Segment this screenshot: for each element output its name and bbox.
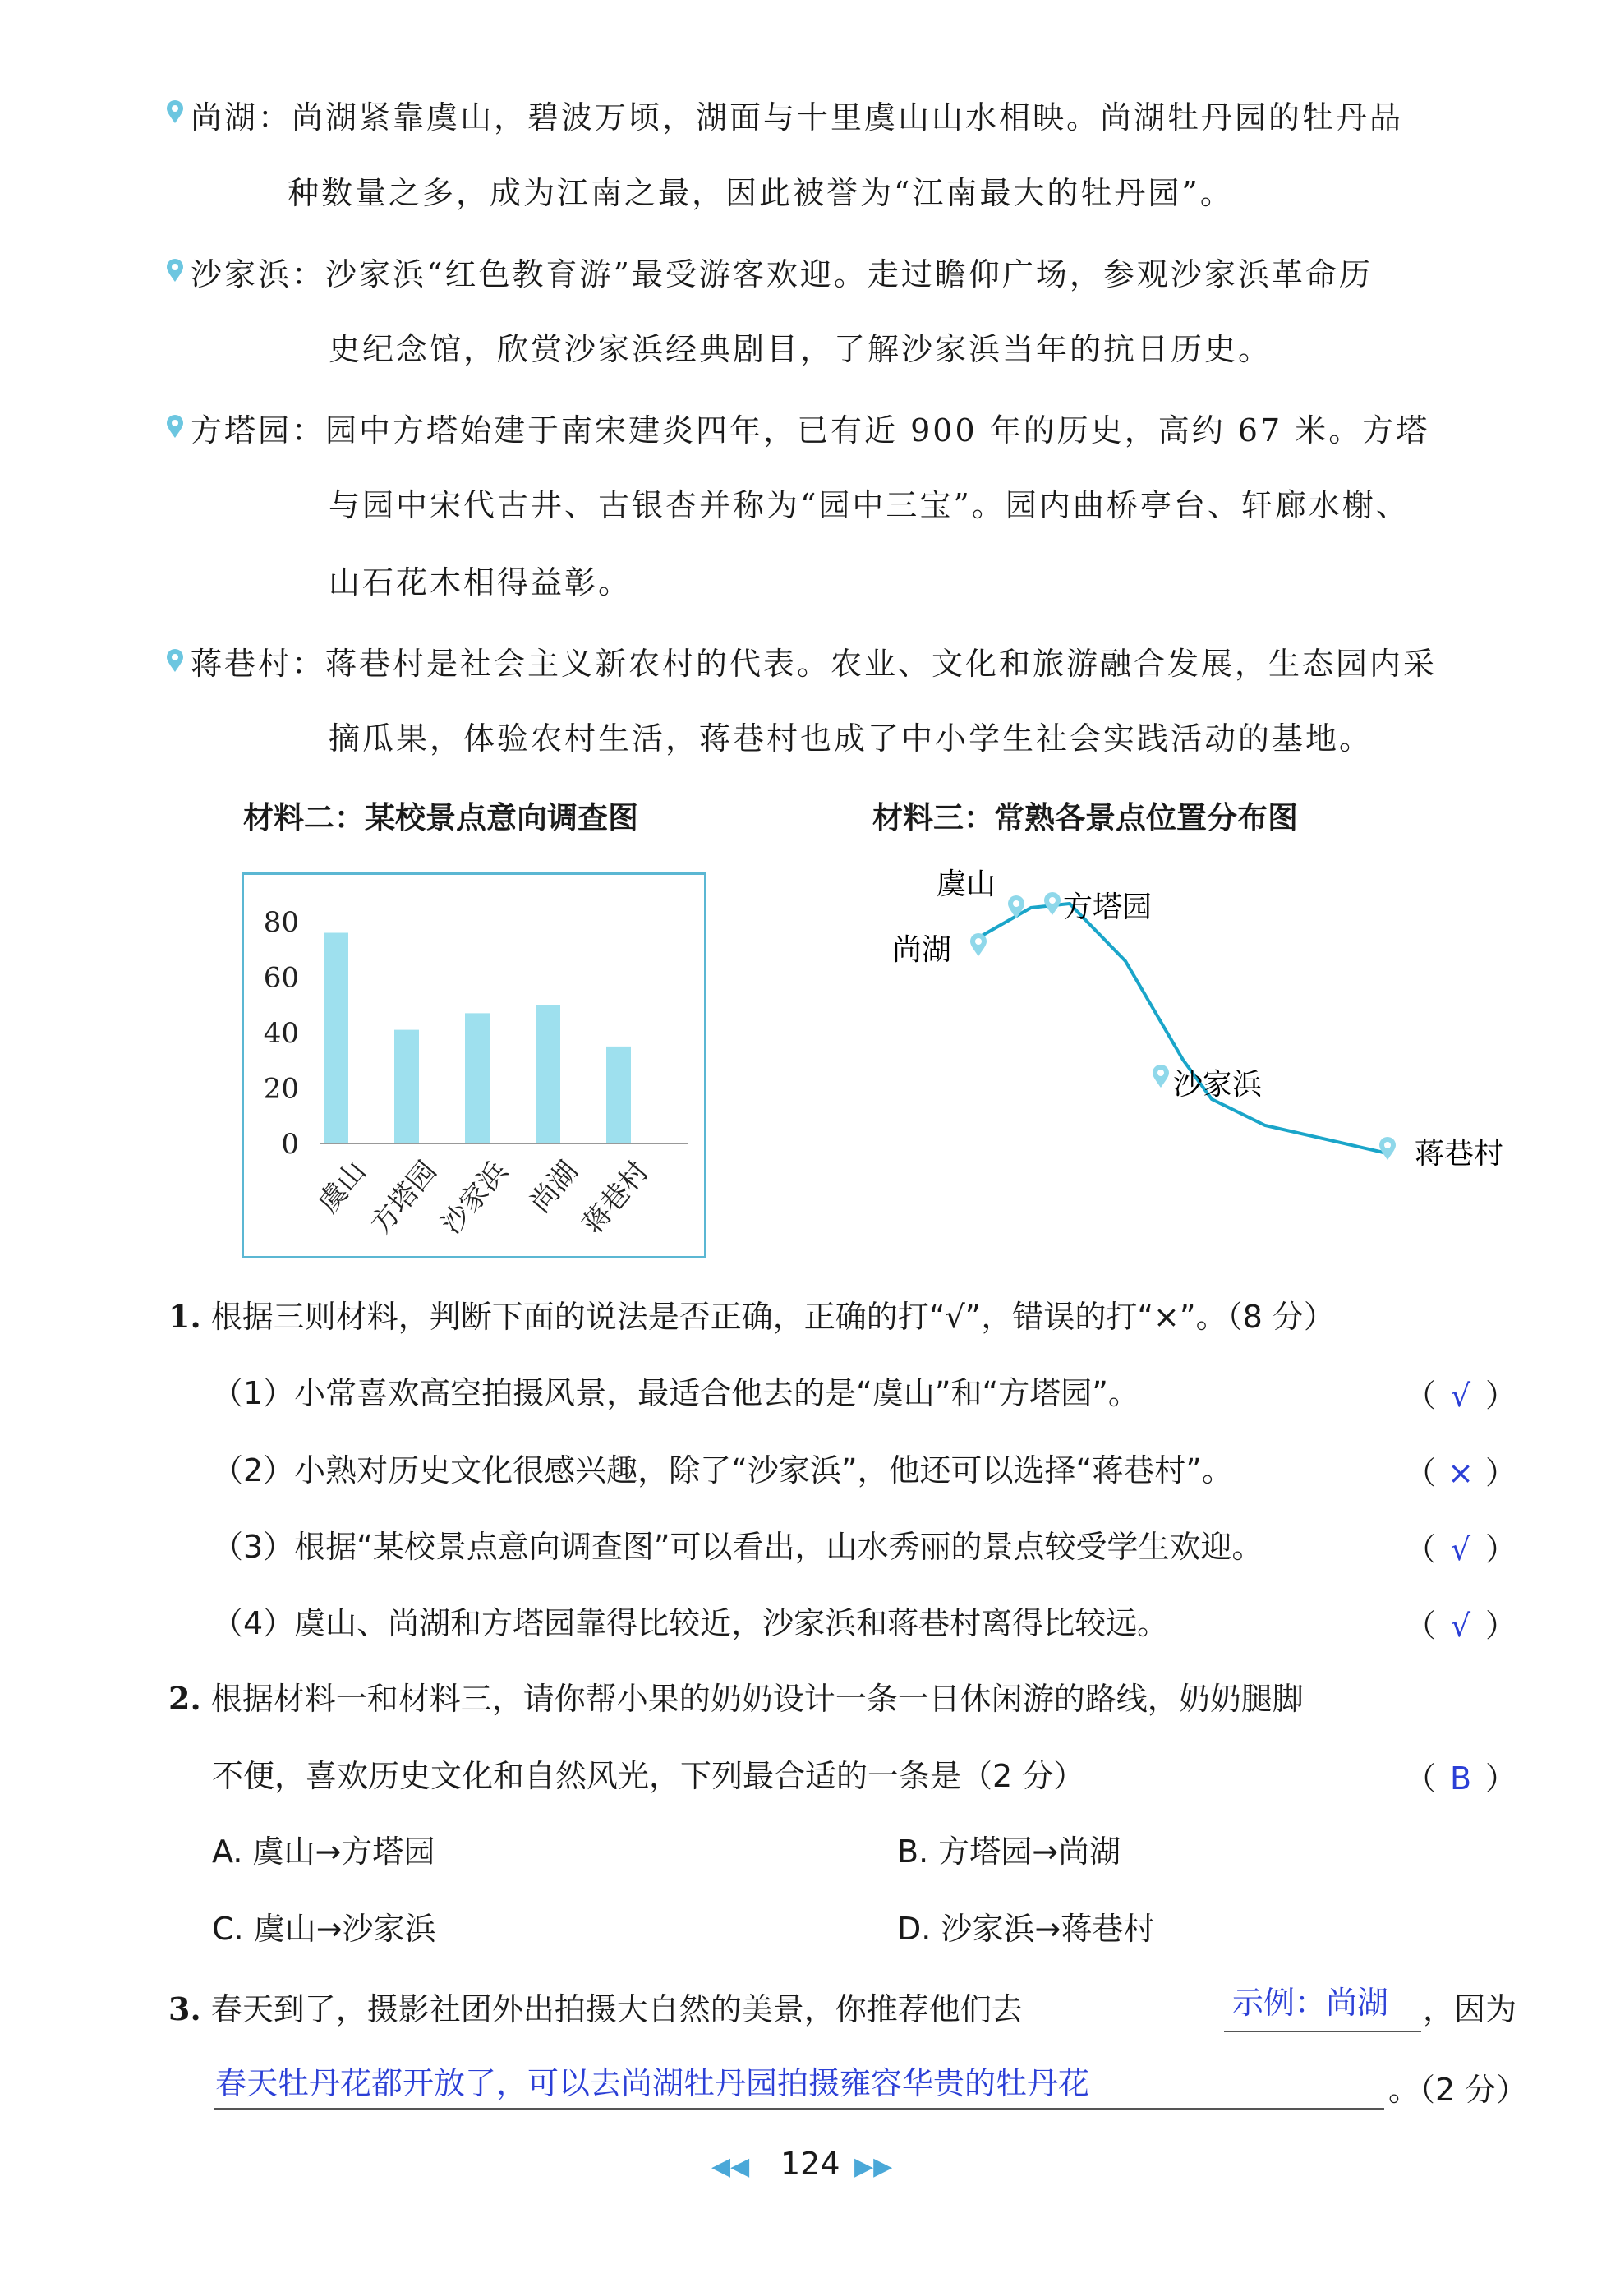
location-pin-icon: [164, 100, 186, 125]
survey-bar-chart: [242, 872, 706, 1258]
bar-0: [324, 933, 348, 1144]
x-tick-label: 蒋巷村: [576, 1155, 656, 1241]
x-tick-label: 沙家浜: [435, 1155, 514, 1241]
x-tick-label: 方塔园: [364, 1155, 444, 1241]
q1-item-4: （4）虞山、尚湖和方塔园靠得比较近，沙家浜和蒋巷村离得比较远。: [212, 1605, 1169, 1641]
q3-blank2-answer: 春天牡丹花都开放了，可以去尚湖牡丹园拍摄雍容华贵的牡丹花: [215, 2065, 1090, 2101]
q1-answer-4: （ √ ）: [1405, 1608, 1517, 1644]
q3-blank2-underline: [214, 2108, 1384, 2110]
map-pin-jiangxiangcun-icon: [1379, 1137, 1396, 1160]
location-pin-icon: [164, 649, 186, 674]
q2-option-a: A. 虞山→方塔园: [212, 1834, 435, 1870]
y-tick-label: 0: [281, 1128, 299, 1161]
y-tick-label: 20: [263, 1072, 299, 1106]
x-tick-label: 虞山: [311, 1155, 373, 1220]
location-distribution-map: [887, 863, 1528, 1216]
map-pin-shanghu-icon: [970, 933, 987, 956]
page-number: 124: [780, 2146, 840, 2182]
q1-item-3: （3）根据“某校景点意向调查图”可以看出，山水秀丽的景点较受学生欢迎。: [212, 1529, 1263, 1565]
spot-fangtayuan-line2: 与园中宋代古井、古银杏并称为“园中三宝”。园内曲桥亭台、轩廊水榭、: [329, 487, 1410, 523]
spot-shanghu-line1: 尚湖：尚湖紧靠虞山，碧波万顷，湖面与十里虞山山水相映。尚湖牡丹园的牡丹品: [191, 99, 1404, 136]
map-label-shajiabang: 沙家浜: [1173, 1068, 1263, 1102]
x-tick-label: 尚湖: [523, 1155, 585, 1220]
map-label-jiangxiangcun: 蒋巷村: [1415, 1137, 1504, 1171]
q3-blank1-answer: 示例：尚湖: [1232, 1985, 1389, 2021]
spot-fangtayuan-line1: 方塔园：园中方塔始建于南宋建炎四年，已有近 900 年的历史，高约 67 米。方塔: [191, 412, 1430, 449]
q3-suffix: 。（2 分）: [1388, 2072, 1528, 2108]
q3-mid: ，因为: [1423, 1991, 1517, 2027]
q1-answer-3: （ √ ）: [1405, 1531, 1517, 1567]
spot-fangtayuan-line3: 山石花木相得益彰。: [329, 564, 633, 600]
map-pin-yushan-icon: [1008, 895, 1024, 918]
q2-option-c: C. 虞山→沙家浜: [212, 1911, 436, 1947]
spot-shanghu-line2: 种数量之多，成为江南之最，因此被誉为“江南最大的牡丹园”。: [288, 175, 1234, 211]
location-pin-icon: [164, 415, 186, 439]
bar-1: [394, 1030, 419, 1143]
spot-jiangxiangcun-line2: 摘瓜果，体验农村生活，蒋巷村也成了中小学生社会实践活动的基地。: [329, 720, 1374, 757]
bar-2: [465, 1013, 490, 1143]
q2-option-d: D. 沙家浜→蒋巷村: [897, 1911, 1155, 1947]
bar-3: [536, 1005, 560, 1143]
route-line: [978, 904, 1387, 1153]
q1-item-1: （1）小常喜欢高空拍摄风景，最适合他去的是“虞山”和“方塔园”。: [212, 1375, 1139, 1411]
material-three-title: 材料三：常熟各景点位置分布图: [872, 800, 1298, 835]
q3-blank1-underline: [1224, 2031, 1421, 2032]
q1-stem: 1. 根据三则材料，判断下面的说法是否正确，正确的打“√”，错误的打“×”。（8 分）: [168, 1298, 1335, 1335]
spot-shajiabang-line1: 沙家浜：沙家浜“红色教育游”最受游客欢迎。走过瞻仰广场，参观沙家浜革命历: [191, 256, 1373, 292]
prev-page-icon: ◀◀: [711, 2152, 750, 2181]
q2-stem-line2: 不便，喜欢历史文化和自然风光，下列最合适的一条是（2 分）: [212, 1758, 1085, 1794]
location-pin-icon: [164, 259, 186, 283]
q1-answer-1: （ √ ）: [1405, 1378, 1517, 1414]
q3-stem: 3. 春天到了，摄影社团外出拍摄大自然的美景，你推荐他们去: [168, 1990, 1023, 2027]
spot-shajiabang-line2: 史纪念馆，欣赏沙家浜经典剧目，了解沙家浜当年的抗日历史。: [329, 331, 1273, 367]
q1-item-2: （2）小熟对历史文化很感兴趣，除了“沙家浜”，他还可以选择“蒋巷村”。: [212, 1452, 1233, 1488]
map-label-yushan: 虞山: [937, 867, 996, 901]
spot-jiangxiangcun-line1: 蒋巷村：蒋巷村是社会主义新农村的代表。农业、文化和旅游融合发展，生态园内采: [191, 646, 1438, 682]
q2-answer: （ B ）: [1405, 1760, 1517, 1797]
q1-answer-2: （ × ）: [1405, 1455, 1517, 1491]
q2-stem-line1: 2. 根据材料一和材料三，请你帮小果的奶奶设计一条一日休闲游的路线，奶奶腿脚: [168, 1680, 1304, 1717]
next-page-icon: ▶▶: [854, 2152, 893, 2181]
y-tick-label: 80: [263, 906, 299, 939]
y-tick-label: 60: [263, 961, 299, 995]
map-pin-fangtayuan-icon: [1044, 892, 1061, 915]
bar-4: [606, 1047, 631, 1143]
q2-option-b: B. 方塔园→尚湖: [897, 1834, 1121, 1870]
material-two-title: 材料二：某校景点意向调查图: [243, 800, 638, 835]
map-label-shanghu: 尚湖: [892, 933, 952, 967]
map-label-fangtayuan: 方塔园: [1063, 890, 1153, 924]
map-pin-shajiabang-icon: [1153, 1065, 1169, 1088]
y-tick-label: 40: [263, 1017, 299, 1050]
